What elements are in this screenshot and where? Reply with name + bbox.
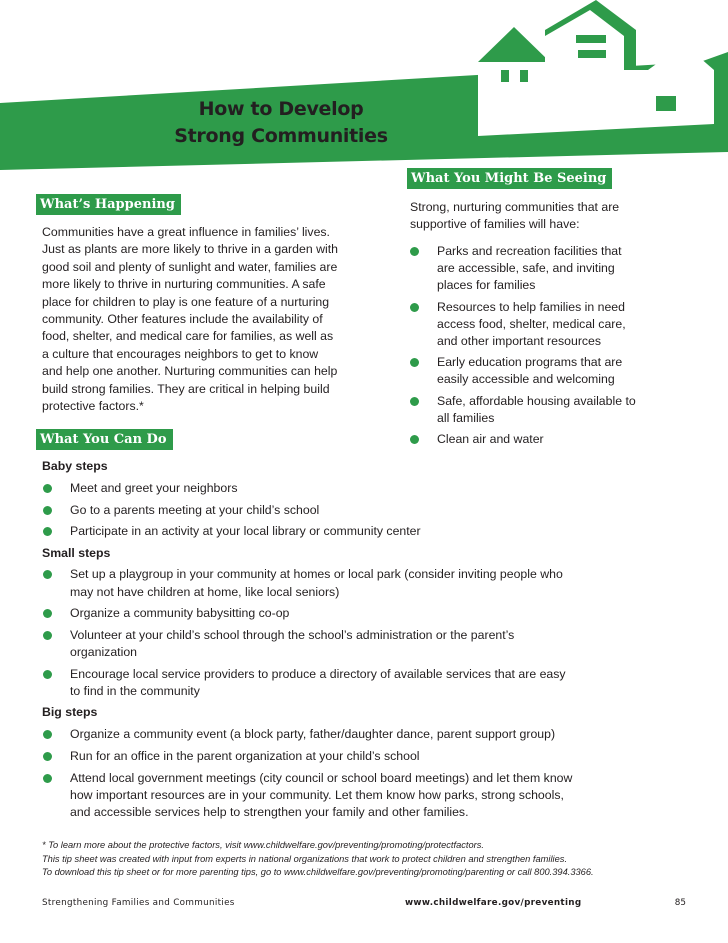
- text-line: protective factors.*: [42, 399, 144, 414]
- list-item: [42, 480, 682, 497]
- might-be-seeing-intro: [410, 199, 690, 234]
- text-line: how important resources are in your community. Let them know how parks, strong schools,: [70, 787, 564, 802]
- bullet-icon: [410, 397, 419, 406]
- page-title-line: How to Develop: [198, 98, 364, 120]
- bullet-icon: [43, 609, 52, 618]
- house-window-icon: [576, 35, 606, 43]
- footer-url: www.childwelfare.gov/preventing: [405, 898, 582, 908]
- bullet-icon: [43, 670, 52, 679]
- text-line: Communities have a great influence in families’ lives.: [42, 225, 330, 239]
- text-line: are accessible, safe, and inviting: [437, 261, 615, 276]
- section-label-what-you-can-do: What You Can Do: [36, 429, 173, 450]
- text-line: Go to a parents meeting at your child’s school: [70, 502, 320, 517]
- text-line: build strong families. They are critical in helping build: [42, 381, 330, 396]
- bullet-icon: [43, 631, 52, 640]
- text-line: Set up a playgroup in your community at homes or local park (consider inviting people who: [70, 567, 563, 582]
- text-line: good soil and plenty of sunlight and water, families are: [42, 259, 338, 274]
- house-window-icon: [501, 70, 509, 82]
- section-label-might-be-seeing: What You Might Be Seeing: [407, 168, 612, 189]
- whats-happening-paragraph: [42, 224, 372, 415]
- text-line: and accessible services help to strengthen your family and other families.: [70, 805, 469, 820]
- text-line: Attend local government meetings (city council or school board meetings) and let them know: [70, 770, 573, 785]
- list-item: [42, 566, 682, 600]
- bullet-icon: [410, 303, 419, 312]
- bullet-icon: [43, 484, 52, 493]
- text-line: Just as plants are more likely to thrive in a garden with: [42, 242, 338, 257]
- text-line: and help one another. Nurturing communities can help: [42, 364, 338, 379]
- house-window-icon: [520, 70, 528, 82]
- text-line: more likely to thrive in nurturing communities. A safe: [42, 277, 326, 292]
- footnote-line: This tip sheet was created with input from experts in national organizations that work to protect children and strengthen families.: [42, 853, 568, 864]
- list-item: [409, 243, 699, 295]
- list-item: [42, 605, 682, 622]
- text-line: Volunteer at your child’s school through the school’s administration or the parent’s: [70, 628, 515, 643]
- text-line: a culture that encourages neighbors to get to know: [42, 346, 319, 361]
- text-line: all families: [437, 410, 495, 425]
- text-line: Organize a community babysitting co-op: [70, 606, 290, 621]
- page-title: [150, 96, 412, 150]
- list-item: [409, 431, 699, 448]
- list-item: [409, 299, 699, 351]
- house-window-icon: [578, 50, 606, 58]
- text-line: food, shelter, and medical care for families, as well as: [42, 329, 334, 344]
- step-group-heading: Big steps: [42, 705, 98, 720]
- text-line: easily accessible and welcoming: [437, 372, 615, 387]
- step-group-heading: Baby steps: [42, 459, 108, 473]
- text-line: place for children to play is one feature of a nurturing: [42, 294, 330, 309]
- list-item: [42, 502, 682, 519]
- text-line: Strong, nurturing communities that are: [410, 200, 620, 214]
- text-line: and other important resources: [437, 334, 602, 349]
- bullet-icon: [410, 435, 419, 444]
- text-line: Clean air and water: [437, 432, 544, 447]
- page-title-line: Strong Communities: [174, 125, 388, 147]
- what-you-can-do-steps: [42, 458, 682, 821]
- text-line: places for families: [437, 278, 536, 293]
- footnote-line: To download this tip sheet or for more parenting tips, go to www.childwelfare.gov/preventing/promoting/parenting or call 800.394.3366.: [42, 867, 594, 877]
- list-item: [42, 726, 682, 743]
- bullet-icon: [43, 730, 52, 739]
- text-line: Run for an office in the parent organization at your child’s school: [70, 748, 420, 763]
- list-item: [409, 354, 699, 388]
- text-line: may not have children at home, like local seniors): [70, 584, 340, 599]
- text-line: Early education programs that are: [437, 355, 623, 370]
- text-line: Safe, affordable housing available to: [437, 393, 636, 408]
- text-line: Parks and recreation facilities that: [437, 244, 622, 258]
- bullet-icon: [410, 358, 419, 367]
- text-line: Meet and greet your neighbors: [70, 480, 238, 495]
- list-item: [42, 666, 682, 700]
- list-item: [42, 770, 682, 822]
- text-line: to find in the community: [70, 684, 200, 699]
- text-line: access food, shelter, medical care,: [437, 316, 626, 331]
- text-line: Encourage local service providers to produce a directory of available services that are easy: [70, 666, 566, 681]
- bullet-icon: [43, 506, 52, 515]
- text-line: community. Other features include the availability of: [42, 312, 323, 327]
- section-label-whats-happening: What’s Happening: [36, 194, 181, 215]
- list-item: [42, 627, 682, 661]
- page-number: 85: [674, 898, 686, 908]
- might-be-seeing-list: [409, 243, 699, 448]
- bullet-icon: [43, 527, 52, 536]
- bullet-icon: [410, 247, 419, 256]
- text-line: Participate in an activity at your local library or community center: [70, 524, 421, 539]
- bullet-icon: [43, 570, 52, 579]
- text-line: supportive of families will have:: [410, 217, 580, 232]
- bullet-icon: [43, 752, 52, 761]
- text-line: Resources to help families in need: [437, 299, 625, 314]
- house-small-roof-icon: [478, 27, 550, 62]
- footnotes: [42, 839, 702, 880]
- list-item: [409, 393, 699, 427]
- house-window-icon: [656, 96, 676, 111]
- list-item: [42, 523, 682, 540]
- footnote-line: * To learn more about the protective factors, visit www.childwelfare.gov/preventing/promoting/protectfactors.: [42, 840, 484, 850]
- footer-title: Strengthening Families and Communities: [42, 898, 235, 908]
- step-group-heading: Small steps: [42, 545, 111, 560]
- bullet-icon: [43, 774, 52, 783]
- text-line: Organize a community event (a block party, father/daughter dance, parent support group): [70, 727, 556, 742]
- text-line: organization: [70, 645, 137, 660]
- list-item: [42, 748, 682, 765]
